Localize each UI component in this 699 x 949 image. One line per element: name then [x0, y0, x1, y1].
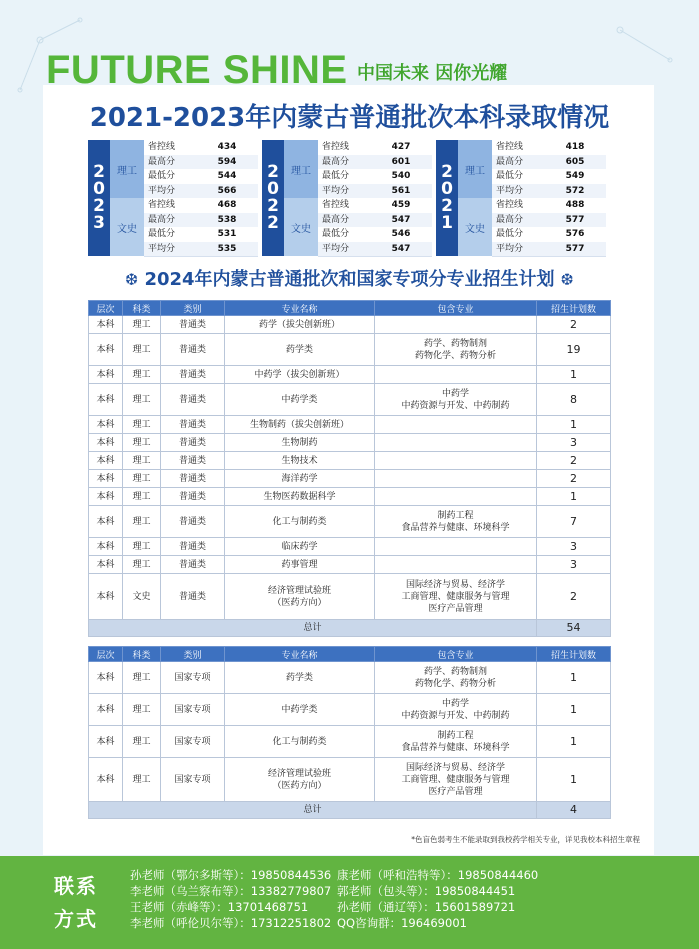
main-title: 2021-2023年内蒙古普通批次本科录取情况 — [89, 103, 610, 133]
table-cell: 本科 — [89, 726, 123, 758]
table-cell: 3 — [537, 556, 611, 574]
table-row — [89, 384, 611, 416]
score-value: 538 — [217, 214, 237, 225]
table-cell: 理工 — [123, 694, 161, 726]
table-cell: 理工 — [123, 384, 161, 416]
score-block-2 — [436, 140, 606, 256]
table-cell: 19 — [537, 334, 611, 366]
table-cell: 1 — [537, 694, 611, 726]
table-cell: 本科 — [89, 506, 123, 538]
table-row — [89, 694, 611, 726]
table-cell: 普通类 — [161, 574, 225, 620]
table-cell: 国际经济与贸易、经济学 工商管理、健康服务与管理 医疗产品管理 — [375, 758, 537, 802]
contact-row — [130, 867, 550, 883]
table-cell: 国家专项 — [161, 726, 225, 758]
year-digit: 1 — [441, 213, 453, 233]
table-row — [89, 506, 611, 538]
score-key: 最低分 — [496, 171, 524, 181]
table-cell: 理工 — [123, 758, 161, 802]
contact-row — [130, 915, 550, 931]
table-cell: 中药学类 — [225, 694, 375, 726]
table-cell: 理工 — [123, 416, 161, 434]
total-label: 总计 — [89, 802, 537, 819]
score-key: 最低分 — [496, 229, 524, 239]
year-digit: 0 — [441, 179, 453, 199]
year-digit: 2 — [267, 162, 279, 182]
score-key: 平均分 — [496, 185, 524, 196]
score-value: 566 — [217, 185, 237, 196]
table-row — [89, 662, 611, 694]
table-cell — [375, 538, 537, 556]
table-cell: 本科 — [89, 556, 123, 574]
table-cell: 1 — [537, 366, 611, 384]
year-digit: 2 — [93, 162, 105, 182]
table-cell: 生物制药 — [225, 434, 375, 452]
section-title — [0, 268, 699, 292]
table-row — [89, 334, 611, 366]
table-cell — [375, 556, 537, 574]
table-cell: 本科 — [89, 316, 123, 334]
score-key: 平均分 — [496, 243, 524, 254]
table-cell: 制药工程 食品营养与健康、环境科学 — [375, 506, 537, 538]
year-digit: 0 — [93, 179, 105, 199]
score-value: 418 — [565, 142, 585, 152]
score-value: 531 — [217, 229, 237, 239]
score-row — [318, 227, 432, 243]
table-row — [89, 366, 611, 384]
score-row — [144, 155, 258, 171]
score-row — [144, 213, 258, 229]
year-label — [88, 140, 110, 256]
score-key: 平均分 — [148, 185, 176, 196]
table-cell: 普通类 — [161, 416, 225, 434]
table-cell: 理工 — [123, 316, 161, 334]
score-key: 省控线 — [496, 200, 524, 210]
table-cell: 普通类 — [161, 366, 225, 384]
snowflake-icon: ❆ — [125, 270, 139, 289]
score-row — [144, 140, 258, 156]
subject-label: 理工 — [110, 140, 144, 198]
score-row — [144, 198, 258, 214]
score-key: 最低分 — [148, 171, 176, 181]
column-header: 包含专业 — [375, 647, 537, 662]
table-cell: 中药学（拔尖创新班） — [225, 366, 375, 384]
score-value: 605 — [565, 156, 585, 167]
score-row — [144, 169, 258, 185]
table-cell: 8 — [537, 384, 611, 416]
table-cell: 1 — [537, 758, 611, 802]
score-value: 547 — [391, 243, 411, 254]
column-header: 类别 — [161, 301, 225, 316]
table-cell: 普通类 — [161, 316, 225, 334]
score-row — [492, 227, 606, 243]
table-row — [89, 452, 611, 470]
subject-label: 理工 — [284, 140, 318, 198]
table-row — [89, 556, 611, 574]
contact-entry: 孙老师（通辽等）：15601589721 — [337, 900, 516, 914]
score-row — [492, 242, 606, 258]
table-row — [89, 758, 611, 802]
subject-label: 理工 — [458, 140, 492, 198]
table-cell: 本科 — [89, 470, 123, 488]
table-cell: 经济管理试验班 （医药方向） — [225, 574, 375, 620]
subject-label: 文史 — [458, 198, 492, 256]
score-value: 549 — [565, 171, 585, 181]
table-cell — [375, 316, 537, 334]
table-cell: 化工与制药类 — [225, 506, 375, 538]
year-digit: 3 — [93, 213, 105, 233]
score-key: 最高分 — [322, 214, 350, 225]
table-cell: 本科 — [89, 538, 123, 556]
table-row — [89, 316, 611, 334]
table-cell — [375, 434, 537, 452]
score-key: 省控线 — [322, 142, 350, 152]
score-key: 最低分 — [322, 229, 350, 239]
score-value: 468 — [217, 200, 237, 210]
table-cell: 本科 — [89, 384, 123, 416]
column-header: 层次 — [89, 647, 123, 662]
table-row — [89, 574, 611, 620]
column-header: 类别 — [161, 647, 225, 662]
table-cell: 理工 — [123, 334, 161, 366]
table-cell: 理工 — [123, 726, 161, 758]
table-cell: 7 — [537, 506, 611, 538]
contact-entry: QQ咨询群：196469001 — [337, 916, 467, 930]
score-row — [492, 155, 606, 171]
score-key: 最高分 — [322, 156, 350, 167]
year-digit: 2 — [267, 213, 279, 233]
score-row — [318, 169, 432, 185]
table-header-row — [89, 647, 611, 662]
score-key: 平均分 — [148, 243, 176, 254]
score-value: 459 — [391, 200, 411, 210]
table-cell: 药事管理 — [225, 556, 375, 574]
score-value: 535 — [217, 243, 237, 254]
score-key: 最高分 — [148, 214, 176, 225]
total-label: 总计 — [89, 620, 537, 637]
year-label — [262, 140, 284, 256]
score-row — [318, 155, 432, 171]
table-cell: 理工 — [123, 556, 161, 574]
column-header: 科类 — [123, 647, 161, 662]
contact-row — [130, 899, 550, 915]
contact-title-line: 方式 — [54, 907, 98, 931]
table-cell: 普通类 — [161, 538, 225, 556]
score-value: 601 — [391, 156, 411, 167]
score-key: 省控线 — [322, 200, 350, 210]
table-cell: 本科 — [89, 366, 123, 384]
table-cell: 3 — [537, 538, 611, 556]
score-row — [492, 213, 606, 229]
table-cell: 经济管理试验班 （医药方向） — [225, 758, 375, 802]
column-header: 包含专业 — [375, 301, 537, 316]
table-cell: 本科 — [89, 488, 123, 506]
table-cell: 2 — [537, 316, 611, 334]
table-cell: 化工与制药类 — [225, 726, 375, 758]
table-cell: 本科 — [89, 758, 123, 802]
table-cell: 普通类 — [161, 506, 225, 538]
year-digit: 0 — [267, 179, 279, 199]
table-cell: 理工 — [123, 662, 161, 694]
table-cell: 理工 — [123, 366, 161, 384]
table-row — [89, 434, 611, 452]
table-cell: 临床药学 — [225, 538, 375, 556]
table-cell: 本科 — [89, 334, 123, 366]
table-cell: 海洋药学 — [225, 470, 375, 488]
brand-slogan: 中国未来 因你光耀 — [357, 63, 508, 84]
score-value: 572 — [565, 185, 585, 196]
table-cell: 中药学类 — [225, 384, 375, 416]
subject-label: 文史 — [284, 198, 318, 256]
score-value: 544 — [217, 171, 237, 181]
table-cell: 2 — [537, 574, 611, 620]
contact-entry: 郭老师（包头等）：19850844451 — [337, 884, 516, 898]
score-key: 省控线 — [496, 142, 524, 152]
table-cell — [375, 452, 537, 470]
score-key: 最高分 — [496, 156, 524, 167]
score-row — [318, 198, 432, 214]
table-row — [89, 488, 611, 506]
table-cell: 生物医药数据科学 — [225, 488, 375, 506]
score-row — [492, 184, 606, 200]
table-cell — [375, 470, 537, 488]
score-value: 577 — [565, 243, 585, 254]
score-key: 省控线 — [148, 200, 176, 210]
table-cell: 1 — [537, 488, 611, 506]
table-cell: 2 — [537, 452, 611, 470]
score-row — [318, 242, 432, 258]
total-value: 54 — [537, 620, 611, 637]
total-row — [89, 802, 611, 819]
contact-entry: 李老师（乌兰察布等）：13382779807 — [130, 884, 332, 898]
score-row — [318, 213, 432, 229]
year-digit: 2 — [441, 162, 453, 182]
table-cell: 理工 — [123, 452, 161, 470]
section-title-text: 2024年内蒙古普通批次和国家专项分专业招生计划 — [144, 269, 555, 290]
contact-list — [130, 867, 550, 931]
table-cell: 生物技术 — [225, 452, 375, 470]
table-cell: 普通类 — [161, 434, 225, 452]
table-row — [89, 470, 611, 488]
contact-row — [130, 883, 550, 899]
table-cell: 国家专项 — [161, 662, 225, 694]
column-header: 招生计划数 — [537, 301, 611, 316]
column-header: 专业名称 — [225, 301, 375, 316]
score-key: 平均分 — [322, 185, 350, 196]
table-cell: 文史 — [123, 574, 161, 620]
score-key: 最高分 — [496, 214, 524, 225]
table-cell: 普通类 — [161, 488, 225, 506]
snowflake-icon: ❆ — [560, 270, 574, 289]
table-cell: 本科 — [89, 452, 123, 470]
footnote: *色盲色弱考生不能录取到我校药学相关专业，详见我校本科招生章程 — [411, 835, 640, 844]
table-cell: 理工 — [123, 434, 161, 452]
table-cell: 制药工程 食品营养与健康、环境科学 — [375, 726, 537, 758]
score-value: 594 — [217, 156, 237, 167]
table-row — [89, 416, 611, 434]
table-cell — [375, 416, 537, 434]
plan-table-general — [88, 300, 611, 637]
contact-title-line: 联系 — [54, 874, 98, 898]
score-value: 540 — [391, 171, 411, 181]
score-key: 最低分 — [322, 171, 350, 181]
score-block-0 — [88, 140, 258, 256]
score-row — [318, 184, 432, 200]
table-cell: 中药学 中药资源与开发、中药制药 — [375, 384, 537, 416]
table-cell: 普通类 — [161, 334, 225, 366]
table-cell: 国家专项 — [161, 758, 225, 802]
table-cell: 本科 — [89, 434, 123, 452]
table-cell: 本科 — [89, 574, 123, 620]
score-block-1 — [262, 140, 432, 256]
score-key: 最低分 — [148, 229, 176, 239]
table-cell — [375, 366, 537, 384]
table-cell: 本科 — [89, 694, 123, 726]
column-header: 招生计划数 — [537, 647, 611, 662]
table-cell: 1 — [537, 726, 611, 758]
table-cell: 中药学 中药资源与开发、中药制药 — [375, 694, 537, 726]
table-cell: 药学类 — [225, 662, 375, 694]
table-cell: 3 — [537, 434, 611, 452]
table-cell: 理工 — [123, 506, 161, 538]
year-digit: 2 — [93, 196, 105, 216]
score-value: 427 — [391, 142, 411, 152]
score-key: 平均分 — [322, 243, 350, 254]
table-cell: 国家专项 — [161, 694, 225, 726]
table-cell: 理工 — [123, 488, 161, 506]
table-cell: 药学、药物制剂 药物化学、药物分析 — [375, 334, 537, 366]
score-row — [492, 169, 606, 185]
contact-entry: 孙老师（鄂尔多斯等）：19850844536 — [130, 868, 332, 882]
score-row — [144, 242, 258, 258]
score-value: 577 — [565, 214, 585, 225]
table-cell: 本科 — [89, 662, 123, 694]
contact-entry: 李老师（呼伦贝尔等）：17312251802 — [130, 916, 332, 930]
table-cell: 1 — [537, 416, 611, 434]
score-row — [318, 140, 432, 156]
total-row — [89, 620, 611, 637]
table-cell: 2 — [537, 470, 611, 488]
table-cell: 普通类 — [161, 384, 225, 416]
table-cell: 药学类 — [225, 334, 375, 366]
column-header: 科类 — [123, 301, 161, 316]
table-cell: 国际经济与贸易、经济学 工商管理、健康服务与管理 医疗产品管理 — [375, 574, 537, 620]
table-cell: 本科 — [89, 416, 123, 434]
table-cell: 生物制药（拔尖创新班） — [225, 416, 375, 434]
score-value: 434 — [217, 142, 237, 152]
contact-entry: 康老师（呼和浩特等）：19850844460 — [337, 868, 539, 882]
table-cell: 普通类 — [161, 452, 225, 470]
table-row — [89, 726, 611, 758]
table-cell: 理工 — [123, 538, 161, 556]
contact-entry: 王老师（赤峰等）：13701468751 — [130, 900, 309, 914]
table-row — [89, 538, 611, 556]
score-value: 546 — [391, 229, 411, 239]
column-header: 专业名称 — [225, 647, 375, 662]
year-digit: 2 — [441, 196, 453, 216]
table-cell: 药学（拔尖创新班） — [225, 316, 375, 334]
score-value: 547 — [391, 214, 411, 225]
total-value: 4 — [537, 802, 611, 819]
table-cell: 药学、药物制剂 药物化学、药物分析 — [375, 662, 537, 694]
table-header-row — [89, 301, 611, 316]
year-digit: 2 — [267, 196, 279, 216]
table-cell: 1 — [537, 662, 611, 694]
score-value: 576 — [565, 229, 585, 239]
table-cell: 普通类 — [161, 470, 225, 488]
score-value: 488 — [565, 200, 585, 210]
column-header: 层次 — [89, 301, 123, 316]
score-row — [492, 140, 606, 156]
score-row — [144, 227, 258, 243]
score-row — [492, 198, 606, 214]
table-cell: 普通类 — [161, 556, 225, 574]
plan-table-special — [88, 646, 611, 819]
brand-title: FUTURE SHINE — [46, 48, 348, 92]
subject-label: 文史 — [110, 198, 144, 256]
contact-title — [54, 870, 104, 936]
score-row — [144, 184, 258, 200]
score-value: 561 — [391, 185, 411, 196]
year-label — [436, 140, 458, 256]
table-cell — [375, 488, 537, 506]
score-key: 省控线 — [148, 142, 176, 152]
table-cell: 理工 — [123, 470, 161, 488]
score-key: 最高分 — [148, 156, 176, 167]
